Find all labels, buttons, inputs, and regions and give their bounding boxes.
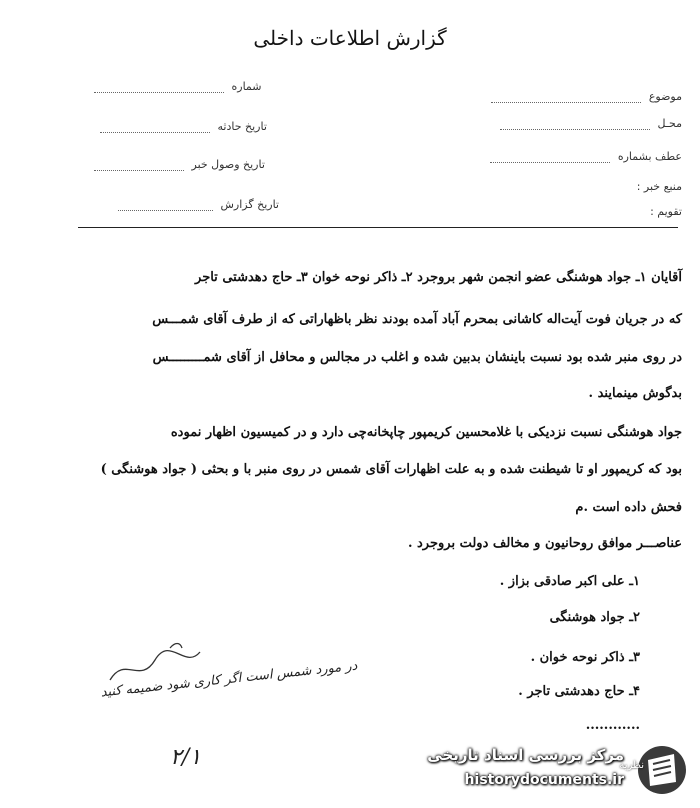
- watermark-url: historydocuments.ir: [464, 772, 624, 788]
- report-date-blank: [118, 210, 213, 211]
- number-blank: [94, 92, 224, 93]
- watermark: [408, 740, 688, 798]
- body-line-4: بدگوش مینمایند .: [588, 386, 682, 401]
- header-divider: [78, 227, 678, 228]
- handwritten-scribble: [100, 640, 230, 690]
- receipt-date-blank: [94, 170, 184, 171]
- watermark-title: مرکز بررسی اسناد تاریخی: [427, 746, 624, 764]
- reference-blank: [490, 162, 610, 163]
- list-item-2: ۲ـ جواد هوشنگی: [549, 610, 640, 625]
- body-line-6: بود که کریمپور او تا شیطنت شده و به علت اظهارات آقای شمس در روی منبر با و بحثی ( جواد هوشنگی ): [100, 462, 682, 477]
- handwritten-note: در مورد شمس است اگر کاری شود ضمیمه کنید: [99, 658, 358, 701]
- location-blank: [500, 129, 650, 130]
- list-item-5: ............: [585, 718, 640, 733]
- field-location: محـل: [500, 117, 682, 130]
- field-receipt-date: تاریخ وصول خبر: [94, 158, 265, 171]
- list-item-1: ۱ـ علی اکبر صادقی بزاز .: [499, 574, 640, 589]
- field-report-date: تاریخ گزارش: [118, 198, 279, 211]
- body-line-3: در روی منبر شده بود نسبت باینشان بدبین شده و اغلب در مجالس و محافل از آقای شمـــــــــس: [152, 350, 682, 365]
- list-item-3: ۳ـ ذاکر نوحه خوان .: [530, 650, 640, 665]
- list-item-4: ۴ـ حاج دهدشتی تاجر .: [518, 684, 640, 699]
- body-line-1: آقایان ۱ـ جواد هوشنگی عضو انجمن شهر بروجرد ۲ـ ذاکر نوحه خوان ۳ـ حاج دهدشتی تاجر: [195, 270, 682, 285]
- field-number: شماره: [94, 80, 262, 93]
- subject-blank: [491, 102, 641, 103]
- handwritten-initials: ۲/۱: [170, 745, 202, 770]
- document-title: گزارش اطلاعات داخلی: [253, 26, 447, 50]
- body-line-2: که در جریان فوت آیت‌اله کاشانی بمحرم آباد آمده بودند نظر باظهاراتی که از طرف آقای شمـــس: [152, 312, 682, 327]
- body-line-5: جواد هوشنگی نسبت نزدیکی با غلامحسین کریمپور چاپخانه‌چی دارد و در کمیسیون اظهار نموده: [170, 425, 682, 440]
- body-line-7: فحش داده است .م: [575, 500, 682, 515]
- field-evaluation: تقویم :: [650, 205, 682, 218]
- incident-date-blank: [100, 132, 210, 133]
- body-line-8: عناصـــر موافق روحانیون و مخالف دولت بروجرد .: [407, 536, 682, 551]
- field-source: منبع خبر :: [636, 180, 682, 193]
- watermark-subtitle: نظریه: [619, 760, 644, 771]
- field-reference: عطف بشماره: [490, 150, 682, 163]
- field-subject: موضوع: [491, 90, 682, 103]
- field-incident-date: تاریخ حادثه: [100, 120, 267, 133]
